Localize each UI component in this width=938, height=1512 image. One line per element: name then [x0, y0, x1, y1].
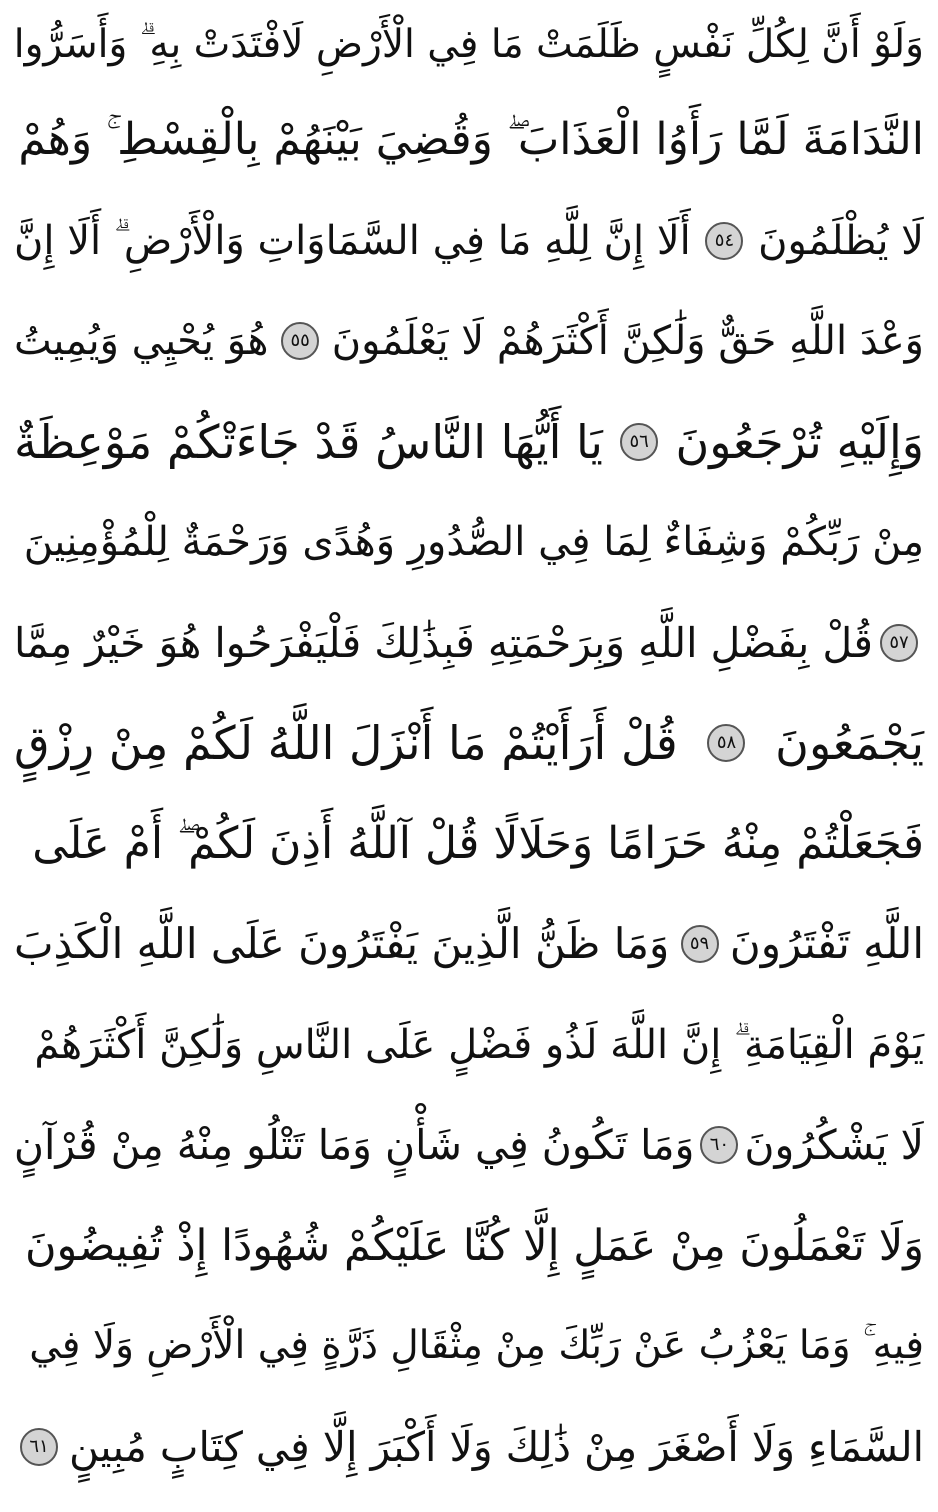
ayah-number-marker: ٥٧: [880, 624, 918, 662]
verse-text: هُوَ يُحْيِي وَيُمِيتُ: [14, 318, 269, 364]
verse-line: [14, 492, 924, 593]
verse-text: وَلَا تَعْمَلُونَ مِنْ عَمَلٍ إِلَّا كُنَّا عَلَيْكُمْ شُهُودًا إِذْ تُفِيضُونَ: [24, 1220, 924, 1271]
verse-line: [14, 1397, 924, 1498]
verse-line: [14, 90, 924, 191]
verse-text: وَمَا ظَنُّ الَّذِينَ يَفْتَرُونَ عَلَى اللَّهِ الْكَذِبَ: [14, 919, 670, 968]
verse-line: [14, 1296, 924, 1397]
ayah-number-marker: ٥٥: [281, 322, 319, 360]
verse-line: [14, 291, 924, 392]
verse-text: وَلَوْ أَنَّ لِكُلِّ نَفْسٍ ظَلَمَتْ مَا فِي الْأَرْضِ لَافْتَدَتْ بِهِ ۗ وَأَسَرُّوا: [13, 22, 924, 67]
ayah-number-marker: ٦١: [20, 1428, 58, 1466]
verse-text: فِيهِ ۚ وَمَا يَعْزُبُ عَنْ رَبِّكَ مِنْ مِثْقَالِ ذَرَّةٍ فِي الْأَرْضِ وَلَا فِي: [29, 1323, 924, 1368]
verse-line: [14, 995, 924, 1096]
verse-line: [14, 392, 924, 493]
verse-text: قُلْ أَرَأَيْتُمْ مَا أَنْزَلَ اللَّهُ لَكُمْ مِنْ رِزْقٍ: [14, 716, 678, 770]
verse-text: لَا يَشْكُرُونَ: [744, 1121, 924, 1169]
ayah-number-marker: ٥٦: [620, 423, 658, 461]
verse-text: يَجْمَعُونَ: [775, 716, 924, 770]
verse-line: [14, 191, 924, 292]
ayah-number-marker: ٥٤: [705, 222, 743, 260]
verse-line: [14, 593, 924, 694]
verse-text: وَعْدَ اللَّهِ حَقٌّ وَلَٰكِنَّ أَكْثَرَهُمْ لَا يَعْلَمُونَ: [331, 318, 924, 364]
verse-text: النَّدَامَةَ لَمَّا رَأَوُا الْعَذَابَ ۖ وَقُضِيَ بَيْنَهُمْ بِالْقِسْطِ ۚ وَهُمْ: [18, 114, 924, 165]
verse-line: [14, 894, 924, 995]
ayah-number-marker: ٥٩: [681, 925, 719, 963]
verse-text: وَمَا تَكُونُ فِي شَأْنٍ وَمَا تَتْلُو مِنْهُ مِنْ قُرْآنٍ: [13, 1121, 695, 1169]
verse-text: فَجَعَلْتُمْ مِنْهُ حَرَامًا وَحَلَالًا قُلْ آللَّهُ أَذِنَ لَكُمْ ۖ أَمْ عَلَى: [32, 817, 924, 869]
verse-line: [14, 1196, 924, 1297]
verse-text: اللَّهِ تَفْتَرُونَ: [729, 919, 924, 968]
verse-text: يَوْمَ الْقِيَامَةِ ۗ إِنَّ اللَّهَ لَذُو فَضْلٍ عَلَى النَّاسِ وَلَٰكِنَّ أَكْثَرَهُمْ: [34, 1021, 924, 1068]
verse-line: [14, 0, 924, 90]
verse-text: يَا أَيُّهَا النَّاسُ قَدْ جَاءَتْكُمْ مَوْعِظَةٌ: [14, 414, 603, 469]
verse-line: [14, 794, 924, 895]
ayah-number-marker: ٥٨: [707, 724, 745, 762]
ayah-number-marker: ٦٠: [700, 1126, 738, 1164]
verse-text: وَإِلَيْهِ تُرْجَعُونَ: [675, 414, 924, 469]
verse-text: مِنْ رَبِّكُمْ وَشِفَاءٌ لِمَا فِي الصُّدُورِ وَهُدًى وَرَحْمَةٌ لِلْمُؤْمِنِينَ: [23, 519, 924, 565]
verse-line: [14, 1095, 924, 1196]
verse-text: قُلْ بِفَضْلِ اللَّهِ وَبِرَحْمَتِهِ فَبِذَٰلِكَ فَلْيَفْرَحُوا هُوَ خَيْرٌ مِمَّا: [14, 618, 873, 667]
verse-text: لَا يُظْلَمُونَ: [758, 217, 924, 264]
verse-line: [14, 693, 924, 794]
verse-text: أَلَا إِنَّ لِلَّهِ مَا فِي السَّمَاوَاتِ وَالْأَرْضِ ۗ أَلَا إِنَّ: [14, 217, 691, 264]
verse-text: السَّمَاءِ وَلَا أَصْغَرَ مِنْ ذَٰلِكَ وَلَا أَكْبَرَ إِلَّا فِي كِتَابٍ مُبِينٍ: [68, 1422, 924, 1471]
